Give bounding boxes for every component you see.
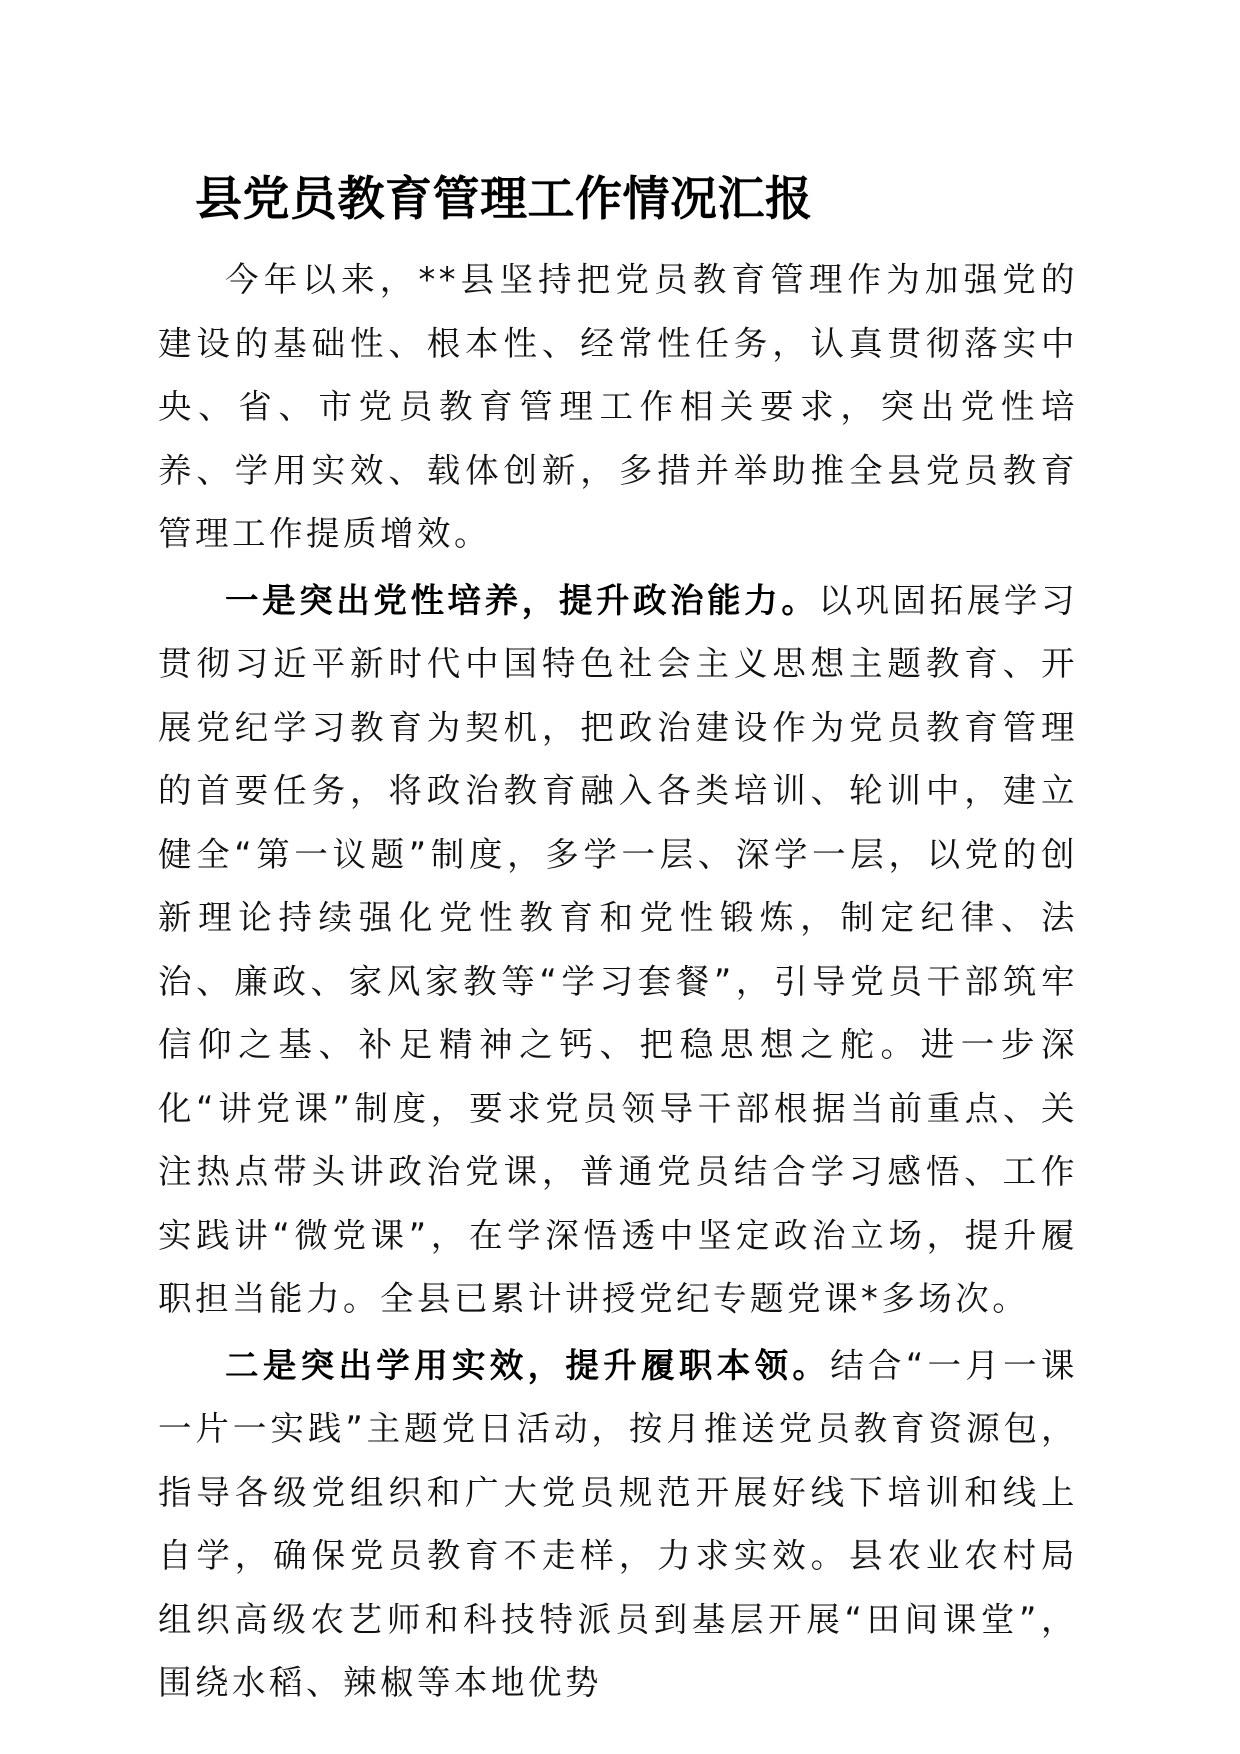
paragraph-text: 结合“一月一课一片一实践”主题党日活动，按月推送党员教育资源包，指导各级党组织和广大党员规范开展好线下培训和线上自学，确保党员教育不走样，力求实效。县农业农村局组织高级农艺师和科技特派员到基层开展“田间课堂”，围绕水稻、辣椒等本地优势 <box>158 1345 1079 1702</box>
document-title: 县党员教育管理工作情况汇报 <box>195 172 813 227</box>
paragraph-political-ability <box>158 569 1078 1331</box>
paragraph-text: 以巩固拓展学习贯彻习近平新时代中国特色社会主义思想主题教育、开展党纪学习教育为契机，把政治建设作为党员教育管理的首要任务，将政治教育融入各类培训、轮训中，建立健全“第一议题”制度，多学一层、深学一层，以党的创新理论持续强化党性教育和党性锻炼，制定纪律、法治、廉政、家风家教等“学习套餐”，引导党员干部筑牢信仰之基、补足精神之钙、把稳思想之舵。进一步深化“讲党课”制度，要求党员领导干部根据当前重点、关注热点带头讲政治党课，普通党员结合学习感悟、工作实践讲“微党课”，在学深悟透中坚定政治立场，提升履职担当能力。全县已累计讲授党纪专题党课*多场次。 <box>158 580 1079 1318</box>
paragraph-lead-heading: 二是突出学用实效，提升履职本领。 <box>225 1345 831 1385</box>
paragraph-practical-effect <box>158 1334 1078 1715</box>
paragraph-intro <box>158 248 1078 566</box>
document-body <box>158 248 1078 1715</box>
paragraph-text: 今年以来，**县坚持把党员教育管理作为加强党的建设的基础性、根本性、经常性任务，认真贯彻落实中央、省、市党员教育管理工作相关要求，突出党性培养、学用实效、载体创新，多措并举助推全县党员教育管理工作提质增效。 <box>158 260 1078 553</box>
paragraph-lead-heading: 一是突出党性培养，提升政治能力。 <box>225 580 819 620</box>
